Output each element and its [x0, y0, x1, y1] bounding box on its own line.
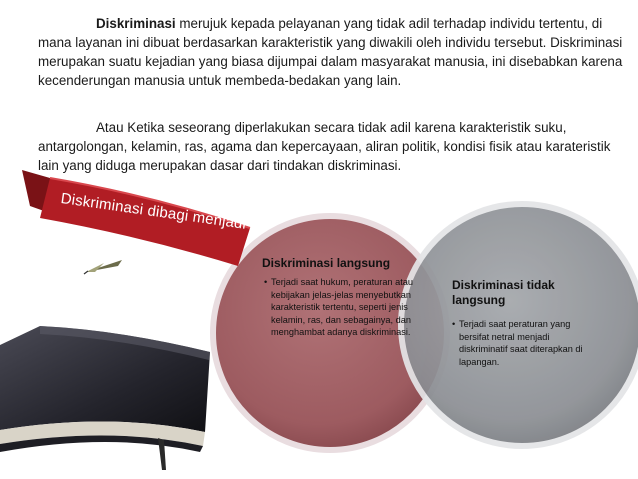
circle-indirect-text: Terjadi saat peraturan yang bersifat netral menjadi diskriminatif saat diterapkan di lapangan.: [459, 319, 583, 367]
circle-direct-body: [264, 276, 417, 339]
term-diskriminasi: Diskriminasi: [96, 16, 176, 31]
paragraph-alternative-text: Atau Ketika seseorang diperlakukan secara tidak adil karena karakteristik suku, antargolongan, kelamin, ras, agama dan kepercayaan, aliran politik, kondisi fisik atau karateristik lain yang diduga merupakan dasar dari tindakan diskriminasi.: [38, 120, 611, 173]
circle-direct-title: Diskriminasi langsung: [262, 256, 391, 270]
circle-direct-text: Terjadi saat hukum, peraturan atau kebijakan jelas-jelas menyebutkan karakteristik tertentu, seperti jenis kelamin, ras, dan sebagainya, dan menghambat adanya diskriminasi.: [271, 277, 413, 337]
paragraph-definition-text: merujuk kepada pelayanan yang tidak adil terhadap individu tertentu, di mana layanan ini dibuat berdasarkan karakteristik yang diwakili oleh individu tersebut. Diskriminasi merupakan suatu kejadian yang biasa dijumpai dalam masyarakat manusia, ini disebabkan karena kecenderungan manusia untuk membeda-bedakan yang lain.: [38, 16, 623, 88]
banner-label: Diskriminasi dibagi menjadi: [59, 190, 248, 233]
pen-icon: [84, 260, 122, 274]
bullet-icon: •: [264, 277, 268, 287]
circle-indirect-body: [452, 318, 599, 368]
circle-indirect-title: Diskriminasi tidak langsung: [452, 278, 555, 307]
book-image: [0, 326, 210, 470]
bullet-icon: •: [452, 319, 456, 329]
